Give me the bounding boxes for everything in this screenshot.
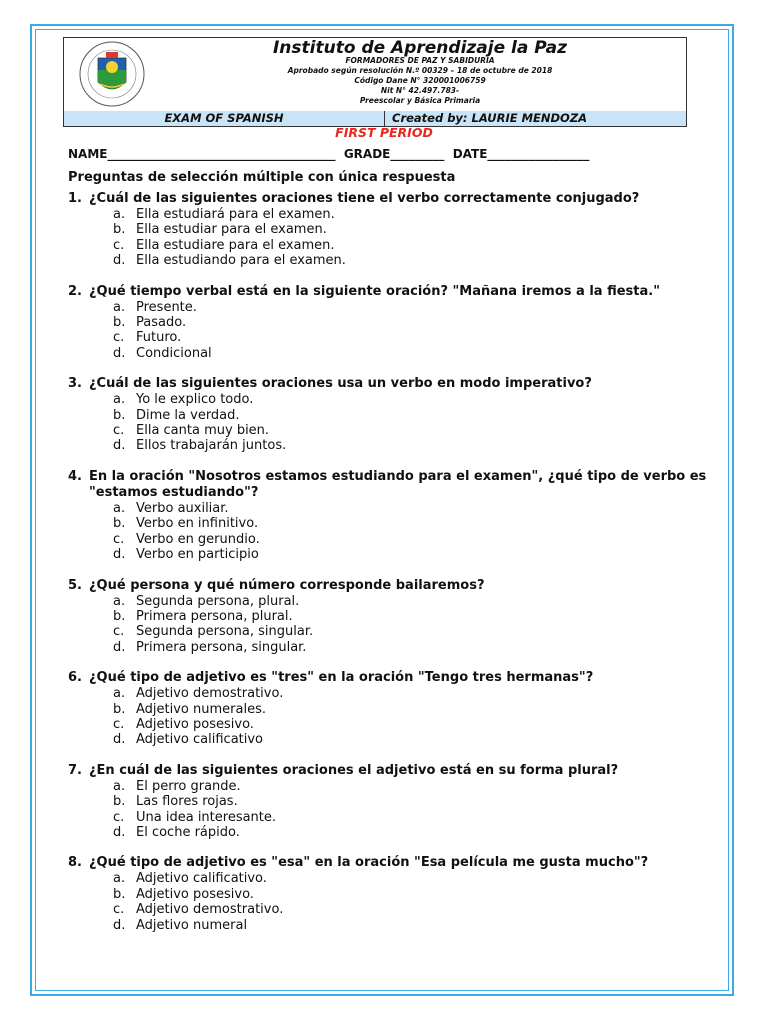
question-list bbox=[68, 191, 708, 933]
option-letter: d. bbox=[113, 917, 126, 933]
option-letter: c. bbox=[113, 624, 125, 640]
option-text: Presente. bbox=[136, 299, 197, 315]
answer-option bbox=[68, 702, 708, 717]
answer-option bbox=[68, 779, 708, 794]
question-number: 5. bbox=[68, 577, 82, 593]
question-number: 6. bbox=[68, 670, 82, 686]
student-fields: NAME______________________________________ GRADE_________ DATE_________________ bbox=[68, 147, 590, 161]
option-text: Segunda persona, plural. bbox=[136, 593, 300, 609]
option-text: Pasado. bbox=[136, 315, 187, 331]
question-number: 2. bbox=[68, 283, 82, 299]
question-number: 8. bbox=[68, 855, 82, 871]
instructions: Preguntas de selección múltiple con única respuesta bbox=[68, 170, 456, 185]
option-letter: a. bbox=[113, 392, 126, 408]
option-letter: a. bbox=[113, 500, 126, 516]
created-by: Created by: LAURIE MENDOZA bbox=[392, 111, 588, 125]
option-letter: b. bbox=[113, 794, 126, 810]
option-text: Ella estudiando para el examen. bbox=[136, 253, 346, 269]
option-text: Primera persona, singular. bbox=[136, 639, 307, 655]
option-letter: a. bbox=[113, 593, 126, 609]
school-resolution: Aprobado según resolución N.º 00329 – 18 de octubre de 2018 bbox=[287, 66, 553, 75]
answer-option bbox=[68, 825, 708, 840]
option-text: Ella canta muy bien. bbox=[136, 423, 270, 439]
option-letter: a. bbox=[113, 871, 126, 887]
option-letter: c. bbox=[113, 237, 125, 253]
option-text: Ella estudiar para el examen. bbox=[136, 222, 327, 238]
question-text: ¿En cuál de las siguientes oraciones el adjetivo está en su forma plural? bbox=[89, 762, 619, 778]
answer-option bbox=[68, 346, 708, 361]
option-text: Adjetivo calificativo bbox=[136, 732, 264, 748]
option-letter: d. bbox=[113, 345, 126, 361]
question-number: 7. bbox=[68, 762, 82, 778]
answer-option bbox=[68, 532, 708, 547]
option-text: Ellos trabajarán juntos. bbox=[136, 438, 287, 454]
question-stem bbox=[68, 855, 708, 871]
header-top bbox=[64, 38, 686, 112]
option-text: Adjetivo numerales. bbox=[136, 701, 266, 717]
answer-option bbox=[68, 717, 708, 732]
exam-label: EXAM OF SPANISH bbox=[64, 111, 385, 126]
option-letter: d. bbox=[113, 639, 126, 655]
option-letter: b. bbox=[113, 516, 126, 532]
answer-option bbox=[68, 794, 708, 809]
question-text: ¿Qué tipo de adjetivo es "tres" en la oración "Tengo tres hermanas"? bbox=[89, 670, 594, 686]
option-letter: b. bbox=[113, 886, 126, 902]
answer-option bbox=[68, 238, 708, 253]
question-text: ¿Cuál de las siguientes oraciones tiene el verbo correctamente conjugado? bbox=[89, 191, 640, 206]
option-letter: b. bbox=[113, 407, 126, 423]
answer-option bbox=[68, 207, 708, 222]
option-letter: c. bbox=[113, 809, 125, 825]
period-title: FIRST PERIOD bbox=[335, 125, 433, 140]
header-info-row bbox=[64, 111, 686, 126]
option-letter: d. bbox=[113, 732, 126, 748]
question-text: ¿Cuál de las siguientes oraciones usa un verbo en modo imperativo? bbox=[89, 376, 592, 392]
answer-option bbox=[68, 330, 708, 345]
question-item bbox=[68, 376, 708, 454]
option-letter: a. bbox=[113, 778, 126, 794]
answer-option bbox=[68, 547, 708, 562]
school-info bbox=[154, 56, 686, 106]
question-item bbox=[68, 284, 708, 362]
option-text: Adjetivo demostrativo. bbox=[136, 686, 284, 702]
option-text: Adjetivo numeral bbox=[136, 917, 248, 933]
answer-option bbox=[68, 902, 708, 917]
question-item bbox=[68, 469, 708, 563]
question-number: 4. bbox=[68, 468, 82, 484]
answer-option bbox=[68, 438, 708, 453]
option-text: Adjetivo posesivo. bbox=[136, 886, 254, 902]
answer-option bbox=[68, 624, 708, 639]
school-motto: FORMADORES DE PAZ Y SABIDURIA bbox=[345, 56, 495, 65]
option-letter: c. bbox=[113, 531, 125, 547]
exam-header bbox=[63, 37, 687, 127]
question-item bbox=[68, 191, 708, 269]
option-text: Adjetivo demostrativo. bbox=[136, 902, 284, 918]
option-text: Verbo en gerundio. bbox=[136, 531, 260, 547]
option-text: Verbo en participio bbox=[136, 547, 259, 563]
option-letter: c. bbox=[113, 716, 125, 732]
answer-option bbox=[68, 918, 708, 933]
answer-option bbox=[68, 594, 708, 609]
school-name: Instituto de Aprendizaje la Paz bbox=[272, 38, 567, 58]
option-text: Adjetivo posesivo. bbox=[136, 716, 254, 732]
answer-option bbox=[68, 408, 708, 423]
answer-option bbox=[68, 516, 708, 531]
answer-option bbox=[68, 686, 708, 701]
option-letter: b. bbox=[113, 222, 126, 238]
answer-option bbox=[68, 501, 708, 516]
answer-option bbox=[68, 810, 708, 825]
option-text: Condicional bbox=[136, 345, 212, 361]
option-letter: c. bbox=[113, 902, 125, 918]
answer-option bbox=[68, 732, 708, 747]
answer-option bbox=[68, 423, 708, 438]
option-text: Verbo en infinitivo. bbox=[136, 516, 259, 532]
answer-option bbox=[68, 887, 708, 902]
question-number: 3. bbox=[68, 376, 82, 392]
option-letter: d. bbox=[113, 824, 126, 840]
answer-option bbox=[68, 300, 708, 315]
question-text: ¿Qué persona y qué número corresponde bailaremos? bbox=[89, 577, 485, 593]
option-letter: b. bbox=[113, 608, 126, 624]
answer-option bbox=[68, 640, 708, 655]
question-item bbox=[68, 855, 708, 933]
question-number: 1. bbox=[68, 191, 82, 206]
answer-option bbox=[68, 315, 708, 330]
option-text: Verbo auxiliar. bbox=[136, 500, 229, 516]
option-text: Adjetivo calificativo. bbox=[136, 871, 267, 887]
option-text: Segunda persona, singular. bbox=[136, 624, 314, 640]
option-letter: d. bbox=[113, 253, 126, 269]
option-letter: d. bbox=[113, 547, 126, 563]
option-letter: d. bbox=[113, 438, 126, 454]
school-levels: Preescolar y Básica Primaria bbox=[359, 96, 481, 105]
question-stem bbox=[68, 670, 708, 686]
answer-option bbox=[68, 392, 708, 407]
option-text: Yo le explico todo. bbox=[136, 392, 254, 408]
option-letter: a. bbox=[113, 299, 126, 315]
option-text: Una idea interesante. bbox=[136, 809, 277, 825]
question-item bbox=[68, 670, 708, 748]
question-stem bbox=[68, 284, 708, 300]
option-letter: b. bbox=[113, 315, 126, 331]
option-text: Dime la verdad. bbox=[136, 407, 240, 423]
question-item bbox=[68, 763, 708, 841]
school-crest-logo bbox=[70, 40, 154, 108]
question-stem bbox=[68, 763, 708, 779]
answer-option bbox=[68, 222, 708, 237]
option-letter: b. bbox=[113, 701, 126, 717]
option-text: El coche rápido. bbox=[136, 824, 240, 840]
answer-option bbox=[68, 871, 708, 886]
question-text: ¿Qué tipo de adjetivo es "esa" en la oración "Esa película me gusta mucho"? bbox=[89, 855, 649, 871]
school-nit: Nit N° 42.497.783- bbox=[380, 86, 460, 95]
option-letter: c. bbox=[113, 423, 125, 439]
question-stem bbox=[68, 469, 708, 501]
option-text: Futuro. bbox=[136, 330, 182, 346]
question-item bbox=[68, 578, 708, 656]
question-stem bbox=[68, 376, 708, 392]
option-text: Primera persona, plural. bbox=[136, 608, 293, 624]
school-dane-code: Código Dane N° 320001006759 bbox=[354, 76, 486, 85]
answer-option bbox=[68, 609, 708, 624]
question-stem bbox=[68, 578, 708, 594]
question-text: En la oración "Nosotros estamos estudiando para el examen", ¿qué tipo de verbo es "estamos estudiando"? bbox=[89, 468, 707, 500]
option-letter: c. bbox=[113, 330, 125, 346]
answer-option bbox=[68, 253, 708, 268]
option-text: Ella estudiará para el examen. bbox=[136, 207, 335, 222]
question-stem bbox=[68, 191, 708, 207]
question-text: ¿Qué tiempo verbal está en la siguiente oración? "Mañana iremos a la fiesta." bbox=[89, 283, 660, 299]
option-letter: a. bbox=[113, 207, 126, 222]
option-text: Ella estudiare para el examen. bbox=[136, 237, 335, 253]
option-text: Las flores rojas. bbox=[136, 794, 238, 810]
option-letter: a. bbox=[113, 686, 126, 702]
option-text: El perro grande. bbox=[136, 778, 241, 794]
